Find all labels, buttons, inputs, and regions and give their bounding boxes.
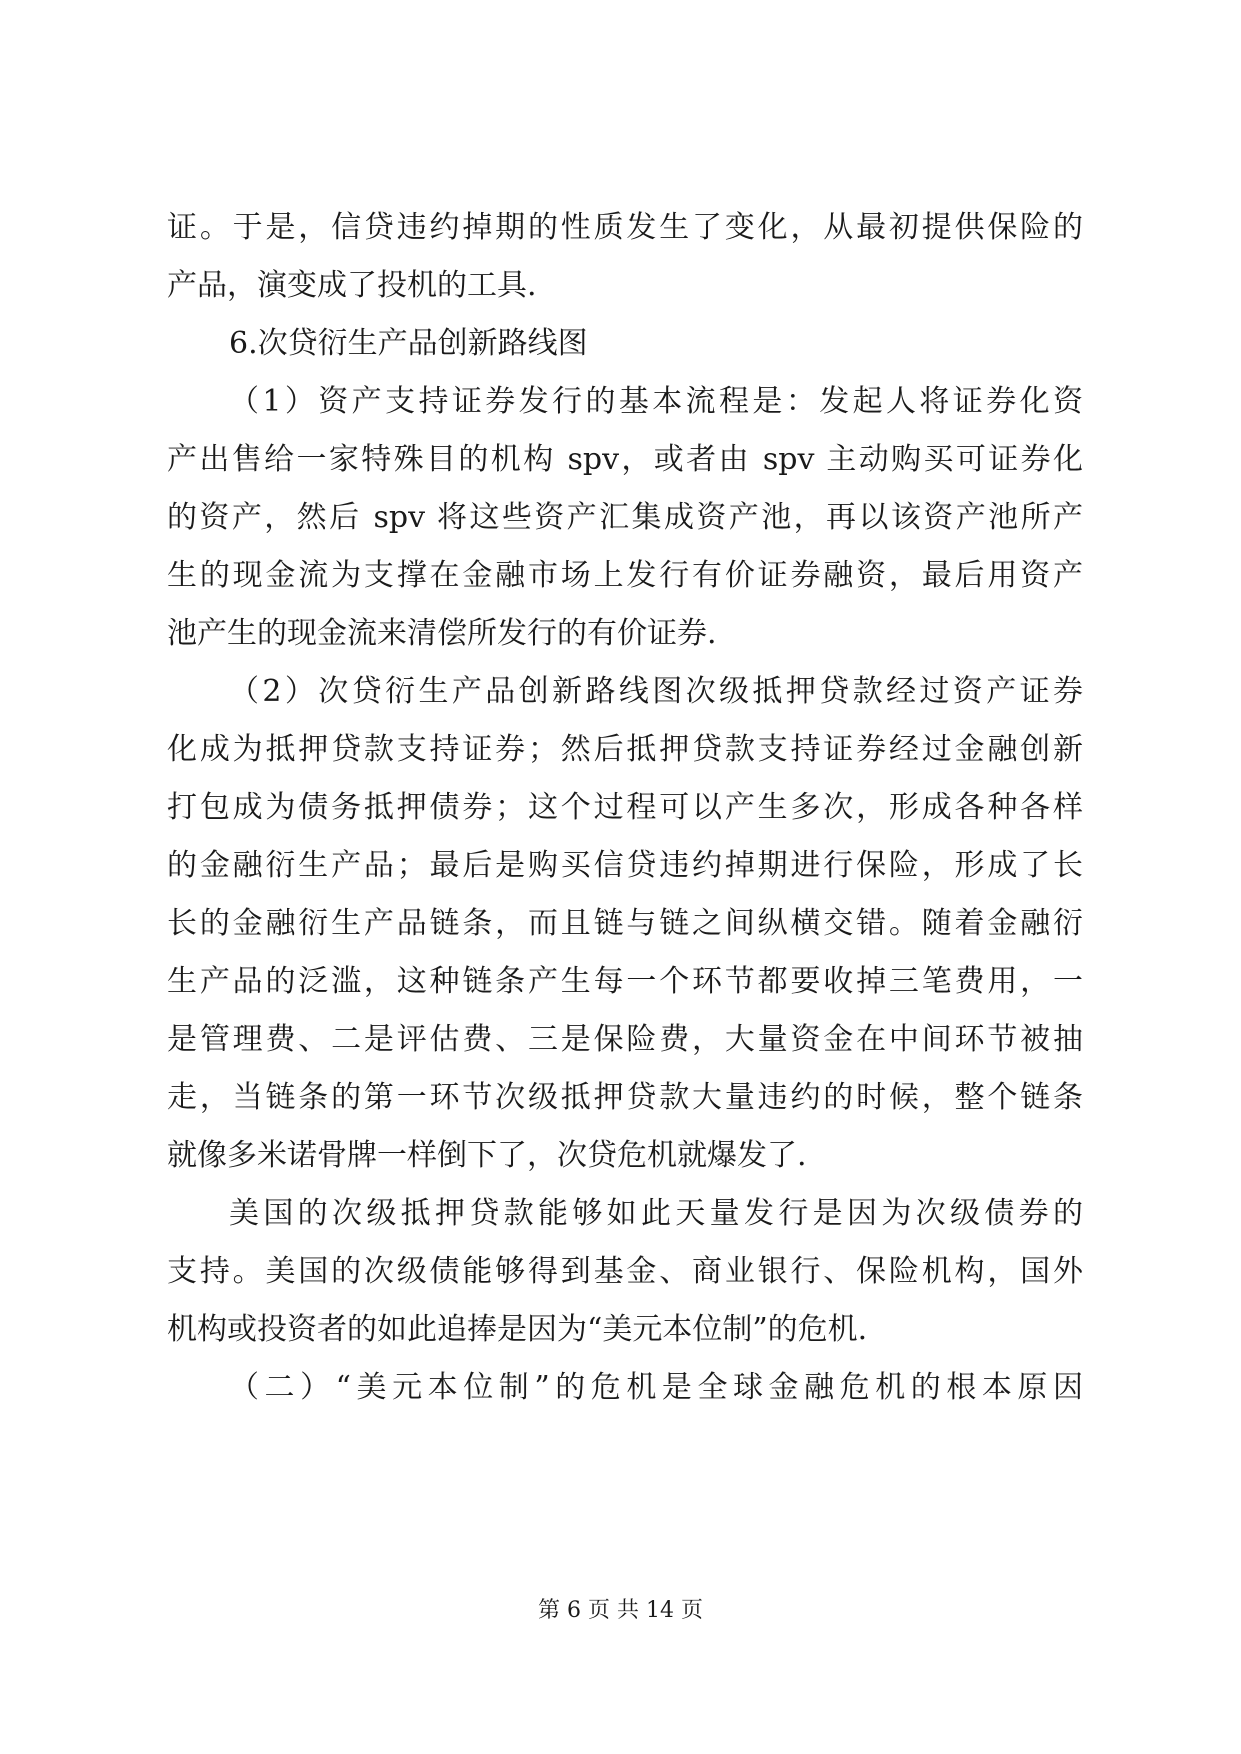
paragraph-line: 就像多米诺骨牌一样倒下了，次贷危机就爆发了. [167, 1138, 807, 1173]
paragraph-line: （1）资产支持证券发行的基本流程是：发起人将证券化资 [229, 384, 1083, 419]
paragraph-line: 池产生的现金流来清偿所发行的有价证券. [167, 616, 717, 651]
paragraph-line: 走，当链条的第一环节次级抵押贷款大量违约的时候，整个链条 [167, 1080, 1083, 1115]
section-heading: （二）“美元本位制”的危机是全球金融危机的根本原因 [229, 1370, 1083, 1405]
paragraph-line: 美国的次级抵押贷款能够如此天量发行是因为次级债券的 [229, 1196, 1083, 1231]
paragraph-line: 支持。美国的次级债能够得到基金、商业银行、保险机构，国外 [167, 1254, 1083, 1289]
section-heading: 6.次贷衍生产品创新路线图 [229, 326, 588, 361]
paragraph-line: 生的现金流为支撑在金融市场上发行有价证券融资，最后用资产 [167, 558, 1083, 593]
paragraph-line: 的金融衍生产品；最后是购买信贷违约掉期进行保险，形成了长 [167, 848, 1083, 883]
paragraph-line: 产品，演变成了投机的工具. [167, 268, 537, 303]
paragraph-line: 生产品的泛滥，这种链条产生每一个环节都要收掉三笔费用，一 [167, 964, 1083, 999]
paragraph-line: 打包成为债务抵押债券；这个过程可以产生多次，形成各种各样 [167, 790, 1083, 825]
paragraph-line: 长的金融衍生产品链条，而且链与链之间纵横交错。随着金融衍 [167, 906, 1083, 941]
page-footer: 第 6 页 共 14 页 [538, 1598, 703, 1623]
paragraph-line: 化成为抵押贷款支持证券；然后抵押贷款支持证券经过金融创新 [167, 732, 1083, 767]
paragraph-line: 证。于是，信贷违约掉期的性质发生了变化，从最初提供保险的 [167, 210, 1083, 245]
paragraph-line: 是管理费、二是评估费、三是保险费，大量资金在中间环节被抽 [167, 1022, 1083, 1057]
paragraph-line: 机构或投资者的如此追捧是因为“美元本位制”的危机. [167, 1312, 868, 1347]
paragraph-line: （2）次贷衍生产品创新路线图次级抵押贷款经过资产证券 [229, 674, 1083, 709]
paragraph-line: 的资产，然后 spv 将这些资产汇集成资产池，再以该资产池所产 [167, 500, 1083, 535]
paragraph-line: 产出售给一家特殊目的机构 spv，或者由 spv 主动购买可证券化 [167, 442, 1083, 477]
